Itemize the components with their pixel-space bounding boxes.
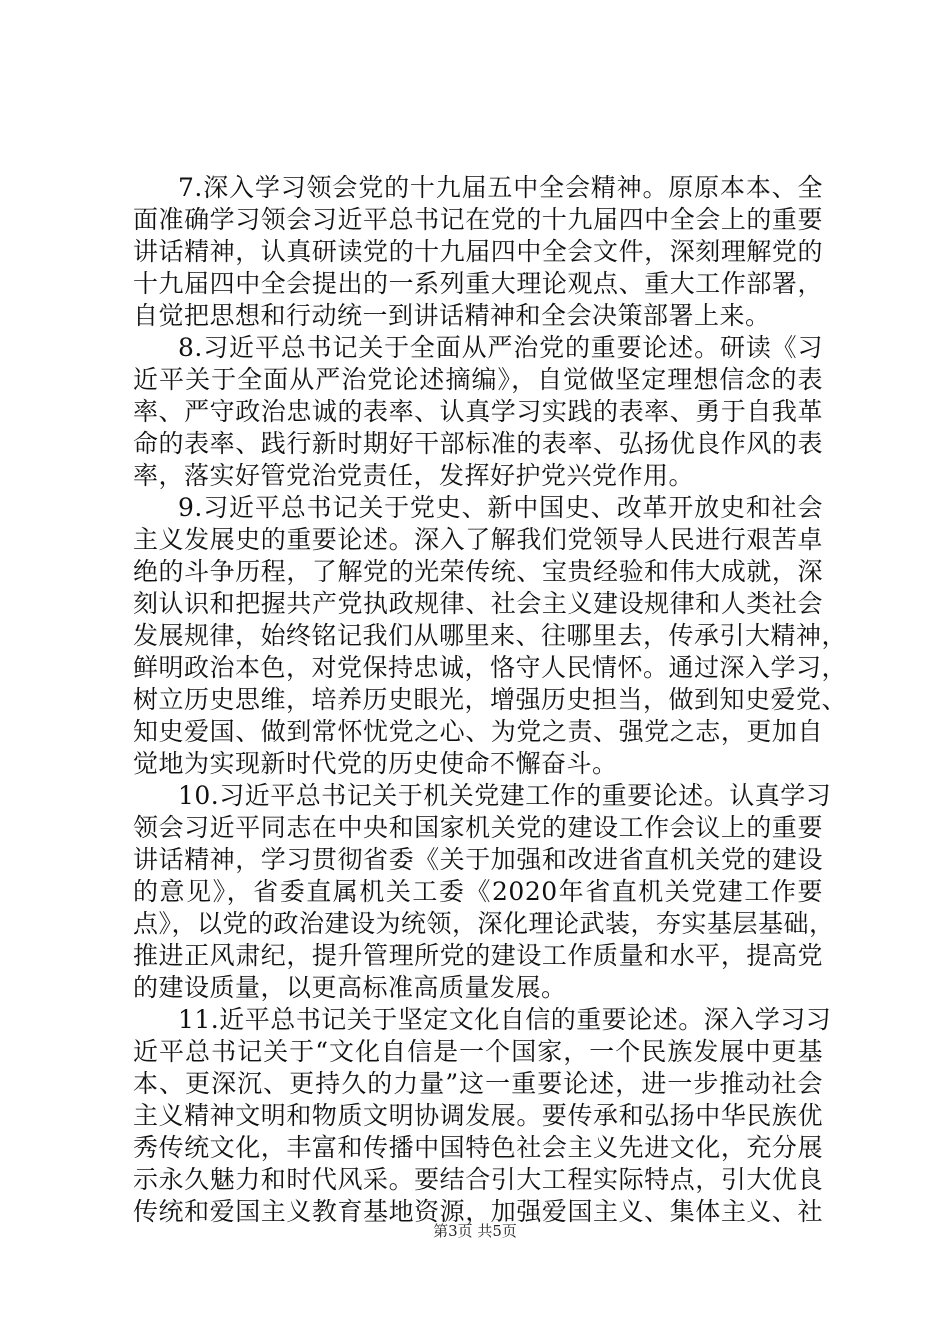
text-line: 觉地为实现新时代党的历史使命不懈奋斗。 bbox=[133, 749, 618, 778]
document-body bbox=[133, 172, 848, 1228]
text-line: 率、严守政治忠诚的表率、认真学习实践的表率、勇于自我革 bbox=[133, 397, 823, 426]
paragraph-item-9 bbox=[133, 492, 848, 780]
paragraph-item-11 bbox=[133, 1004, 832, 1228]
text-line: 8.习近平总书记关于全面从严治党的重要论述。研读《习 bbox=[178, 333, 823, 362]
text-line: 推进正风肃纪，提升管理所党的建设工作质量和水平，提高党 bbox=[133, 941, 823, 970]
text-line: 讲话精神，认真研读党的十九届四中全会文件，深刻理解党的 bbox=[133, 237, 823, 266]
text-line: 发展规律，始终铭记我们从哪里来、往哪里去，传承引大精神， bbox=[133, 621, 848, 650]
text-line: 本、更深沉、更持久的力量”这一重要论述，进一步推动社会 bbox=[133, 1069, 823, 1098]
text-line: 近平关于全面从严治党论述摘编》，自觉做坚定理想信念的表 bbox=[133, 365, 823, 394]
text-line: 11.近平总书记关于坚定文化自信的重要论述。深入学习习 bbox=[178, 1005, 832, 1034]
text-line: 十九届四中全会提出的一系列重大理论观点、重大工作部署， bbox=[133, 269, 823, 298]
paragraph-item-8 bbox=[133, 332, 823, 492]
paragraph-item-7 bbox=[133, 172, 823, 332]
text-line: 示永久魅力和时代风采。要结合引大工程实际特点，引大优良 bbox=[133, 1165, 823, 1194]
text-line: 10.习近平总书记关于机关党建工作的重要论述。认真学习 bbox=[178, 781, 832, 810]
text-line: 鲜明政治本色，对党保持忠诚，恪守人民情怀。通过深入学习， bbox=[133, 653, 848, 682]
text-line: 主义发展史的重要论述。深入了解我们党领导人民进行艰苦卓 bbox=[133, 525, 823, 554]
text-line: 传统和爱国主义教育基地资源，加强爱国主义、集体主义、社 bbox=[133, 1197, 823, 1226]
text-line: 面准确学习领会习近平总书记在党的十九届四中全会上的重要 bbox=[133, 205, 823, 234]
text-line: 命的表率、践行新时期好干部标准的表率、弘扬优良作风的表 bbox=[133, 429, 823, 458]
text-line: 率，落实好管党治党责任，发挥好护党兴党作用。 bbox=[133, 461, 695, 490]
text-line: 的意见》，省委直属机关工委《2020年省直机关党建工作要 bbox=[133, 877, 823, 906]
text-line: 绝的斗争历程，了解党的光荣传统、宝贵经验和伟大成就，深 bbox=[133, 557, 823, 586]
text-line: 秀传统文化，丰富和传播中国特色社会主义先进文化，充分展 bbox=[133, 1133, 823, 1162]
text-line: 9.习近平总书记关于党史、新中国史、改革开放史和社会 bbox=[178, 493, 823, 522]
text-line: 的建设质量，以更高标准高质量发展。 bbox=[133, 973, 567, 1002]
paragraph-item-10 bbox=[133, 780, 835, 1004]
text-line: 点》，以党的政治建设为统领，深化理论武装，夯实基层基础， bbox=[133, 909, 835, 938]
text-line: 刻认识和把握共产党执政规律、社会主义建设规律和人类社会 bbox=[133, 589, 823, 618]
page-number-footer: 第3页 共5页 bbox=[433, 1222, 517, 1240]
text-line: 树立历史思维，培养历史眼光，增强历史担当，做到知史爱党、 bbox=[133, 685, 848, 714]
text-line: 近平总书记关于“文化自信是一个国家，一个民族发展中更基 bbox=[133, 1037, 823, 1066]
text-line: 7.深入学习领会党的十九届五中全会精神。原原本本、全 bbox=[178, 173, 823, 202]
text-line: 讲话精神，学习贯彻省委《关于加强和改进省直机关党的建设 bbox=[133, 845, 823, 874]
text-line: 领会习近平同志在中央和国家机关党的建设工作会议上的重要 bbox=[133, 813, 823, 842]
text-line: 主义精神文明和物质文明协调发展。要传承和弘扬中华民族优 bbox=[133, 1101, 823, 1130]
text-line: 自觉把思想和行动统一到讲话精神和全会决策部署上来。 bbox=[133, 301, 771, 330]
text-line: 知史爱国、做到常怀忧党之心、为党之责、强党之志，更加自 bbox=[133, 717, 823, 746]
